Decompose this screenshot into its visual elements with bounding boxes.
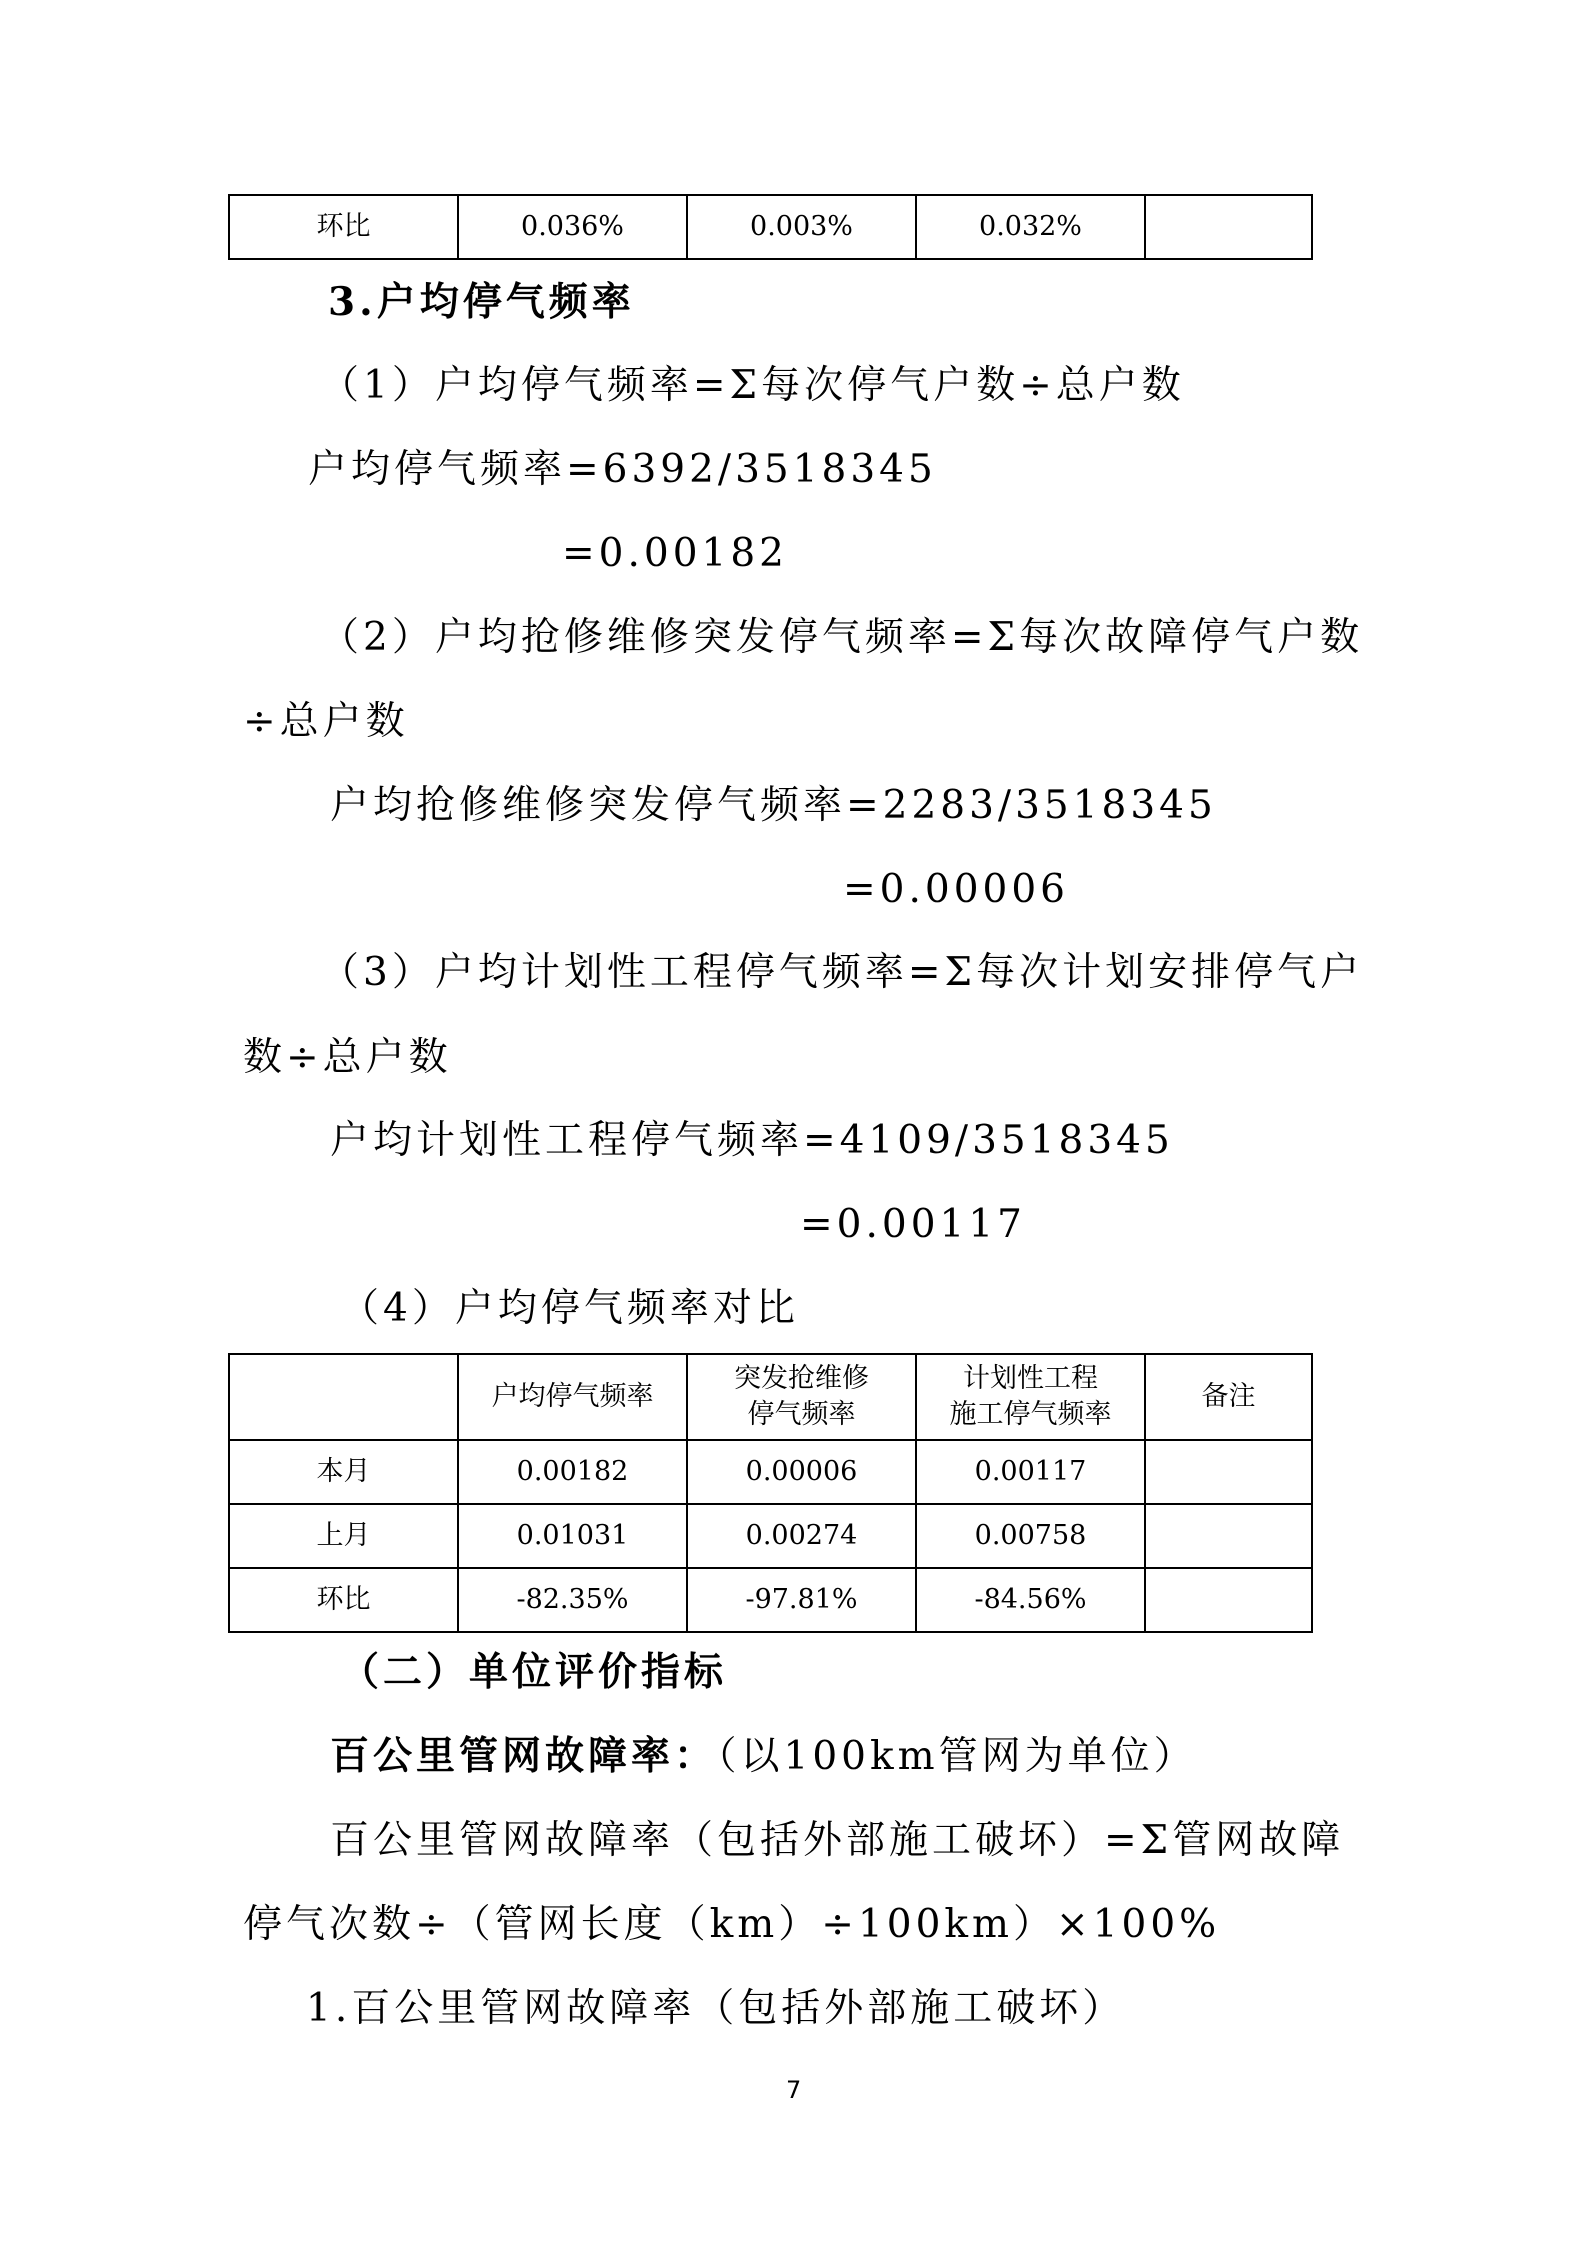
header-cell [687,1354,916,1440]
header-line: 施工停气频率 [949,1399,1112,1430]
section-heading-unit: （二）单位评价指标 [340,1649,728,1695]
header-line: 停气频率 [747,1399,856,1430]
metric-note: （以100km管网为单位） [717,1734,1197,1779]
table-row [229,195,1312,259]
header-line: 突发抢维修 [734,1362,869,1394]
table-cell: 0.01031 [458,1504,687,1568]
table-cell [1145,1504,1312,1568]
header-line: 计划性工程 [963,1362,1098,1394]
table-cell: 0.00274 [687,1504,916,1568]
row-label: 环比 [229,1568,458,1632]
formula-3-line2: 数÷总户数 [243,1035,452,1080]
header-cell: 备注 [1145,1354,1312,1440]
table-cell [1145,1568,1312,1632]
row-label: 本月 [229,1440,458,1504]
formula-1: （1）户均停气频率=Σ每次停气户数÷总户数 [320,363,1185,408]
formula-2-line1: （2）户均抢修维修突发停气频率=Σ每次故障停气户数 [320,615,1364,660]
calc-2: 户均抢修维修突发停气频率=2283/3518345 [330,783,1217,828]
table-cell: -84.56% [916,1568,1145,1632]
table-cell: 0.00117 [916,1440,1145,1504]
calc-3: 户均计划性工程停气频率=4109/3518345 [330,1118,1174,1163]
page-number: 7 [786,2076,802,2104]
unit-formula-line2: 停气次数÷（管网长度（km）÷100km）×100% [243,1902,1221,1947]
formula-3-line1: （3）户均计划性工程停气频率=Σ每次计划安排停气户 [320,950,1364,995]
table-cell: 0.00182 [458,1440,687,1504]
header-cell [229,1354,458,1440]
row-label: 环比 [229,195,458,259]
table-cell [1145,1440,1312,1504]
header-cell [916,1354,1145,1440]
table-header-row [229,1354,1312,1440]
unit-formula-line1: 百公里管网故障率（包括外部施工破坏）=Σ管网故障 [330,1818,1345,1863]
metric-line [330,1733,1197,1779]
table-cell [1145,195,1312,259]
top-table [228,194,1313,260]
compare-table [228,1353,1313,1633]
table-cell: 0.003% [687,195,916,259]
unit-sub-heading-1: 1.百公里管网故障率（包括外部施工破坏） [306,1986,1126,2031]
table-cell: -97.81% [687,1568,916,1632]
table-row [229,1568,1312,1632]
table-cell: 0.032% [916,195,1145,259]
table-cell: 0.00758 [916,1504,1145,1568]
section-heading-3: 3.户均停气频率 [328,279,635,325]
result-2: =0.00006 [843,867,1069,912]
row-label: 上月 [229,1504,458,1568]
formula-2-line2: ÷总户数 [243,699,409,744]
table-row [229,1504,1312,1568]
header-cell: 户均停气频率 [458,1354,687,1440]
result-1: =0.00182 [562,531,788,576]
metric-title: 百公里管网故障率： [330,1733,718,1779]
table-cell: -82.35% [458,1568,687,1632]
table-row [229,1440,1312,1504]
result-3: =0.00117 [800,1202,1026,1247]
table-cell: 0.036% [458,195,687,259]
table-cell: 0.00006 [687,1440,916,1504]
calc-1: 户均停气频率=6392/3518345 [308,447,937,492]
compare-heading: （4）户均停气频率对比 [340,1286,799,1331]
